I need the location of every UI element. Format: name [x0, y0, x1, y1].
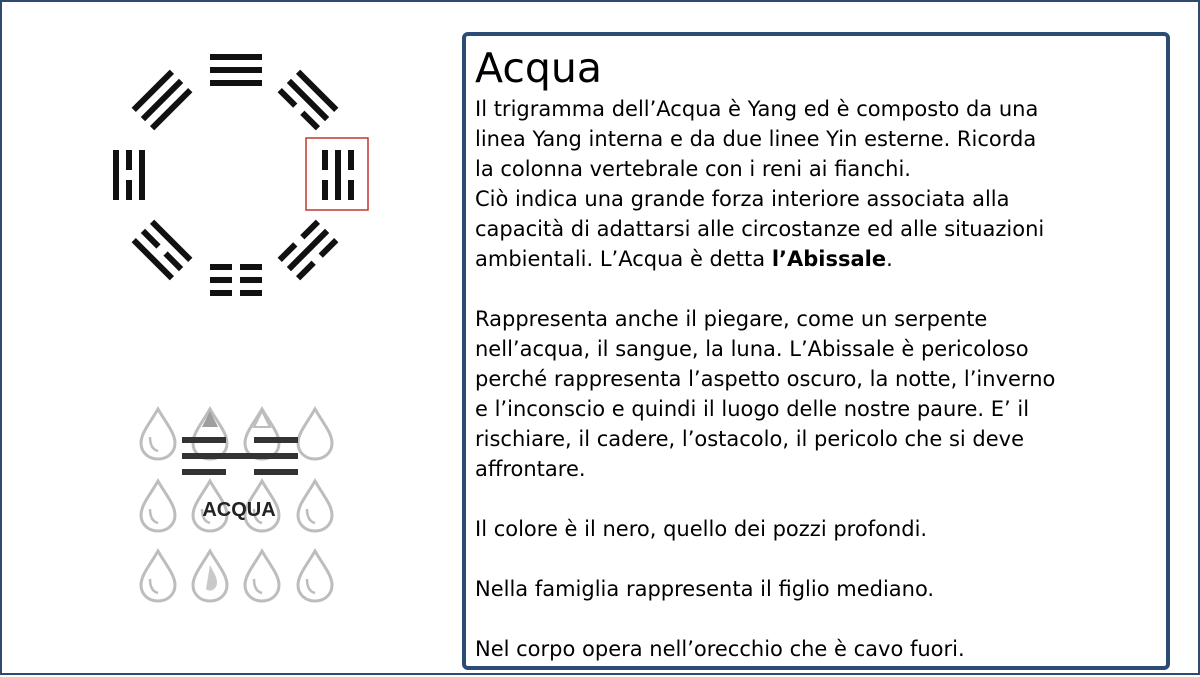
illustration-pane	[2, 2, 457, 677]
trigram-right-water-icon	[322, 150, 354, 200]
text-prefix: ambientali. L’Acqua è detta	[475, 247, 772, 271]
text-line: nell’acqua, il sangue, la luna. L’Abissale è pericoloso	[475, 337, 1029, 361]
bagua-octagon-icon	[102, 42, 382, 312]
text-line: la colonna vertebrale con i reni ai fianchi.	[475, 157, 911, 181]
text-line: e l’inconscio e quindi il luogo delle nostre paure. E’ il	[475, 397, 1030, 421]
text-line: linea Yang interna e da due linee Yin esterne. Ricorda	[475, 127, 1037, 151]
trigram-bottom-right-icon	[278, 220, 339, 281]
text-line: perché rappresenta l’aspetto oscuro, la notte, l’inverno	[475, 367, 1056, 391]
trigram-bottom-left-icon	[132, 220, 193, 281]
text-line: rischiare, il cadere, l’ostacolo, il pericolo che si deve	[475, 427, 1025, 451]
trigram-top-left-icon	[132, 70, 193, 131]
trigram-left-icon	[113, 150, 145, 200]
text-line: capacità di adattarsi alle circostanze ed alle situazioni	[475, 217, 1045, 241]
paragraph-2	[475, 304, 1158, 484]
water-illustration	[130, 397, 340, 607]
text-suffix: .	[886, 247, 893, 271]
text-line: Ciò indica una grande forza interiore associata alla	[475, 187, 1010, 211]
trigram-bottom-icon	[210, 264, 262, 296]
spacer	[475, 544, 1158, 574]
water-trigram-icon	[182, 437, 298, 475]
description-box	[462, 32, 1170, 670]
trigram-top-icon	[210, 54, 262, 86]
paragraph-5: Nel corpo opera nell’orecchio che è cavo fuori.	[475, 637, 965, 661]
spacer	[475, 604, 1158, 634]
spacer	[475, 274, 1158, 304]
text-line: Il trigramma dell’Acqua è Yang ed è composto da una	[475, 97, 1039, 121]
text-line: Rappresenta anche il piegare, come un serpente	[475, 307, 988, 331]
trigram-top-right-icon	[278, 70, 339, 131]
text-line: affrontare.	[475, 457, 586, 481]
water-label: ACQUA	[202, 499, 276, 521]
text-line-last	[475, 244, 1158, 274]
spacer	[475, 484, 1158, 514]
paragraph-4: Nella famiglia rappresenta il figlio mediano.	[475, 577, 935, 601]
paragraph-3: Il colore è il nero, quello dei pozzi profondi.	[475, 517, 928, 541]
paragraph-1	[475, 94, 1158, 274]
page-title: Acqua	[475, 44, 603, 92]
bold-term: l’Abissale	[771, 247, 887, 271]
